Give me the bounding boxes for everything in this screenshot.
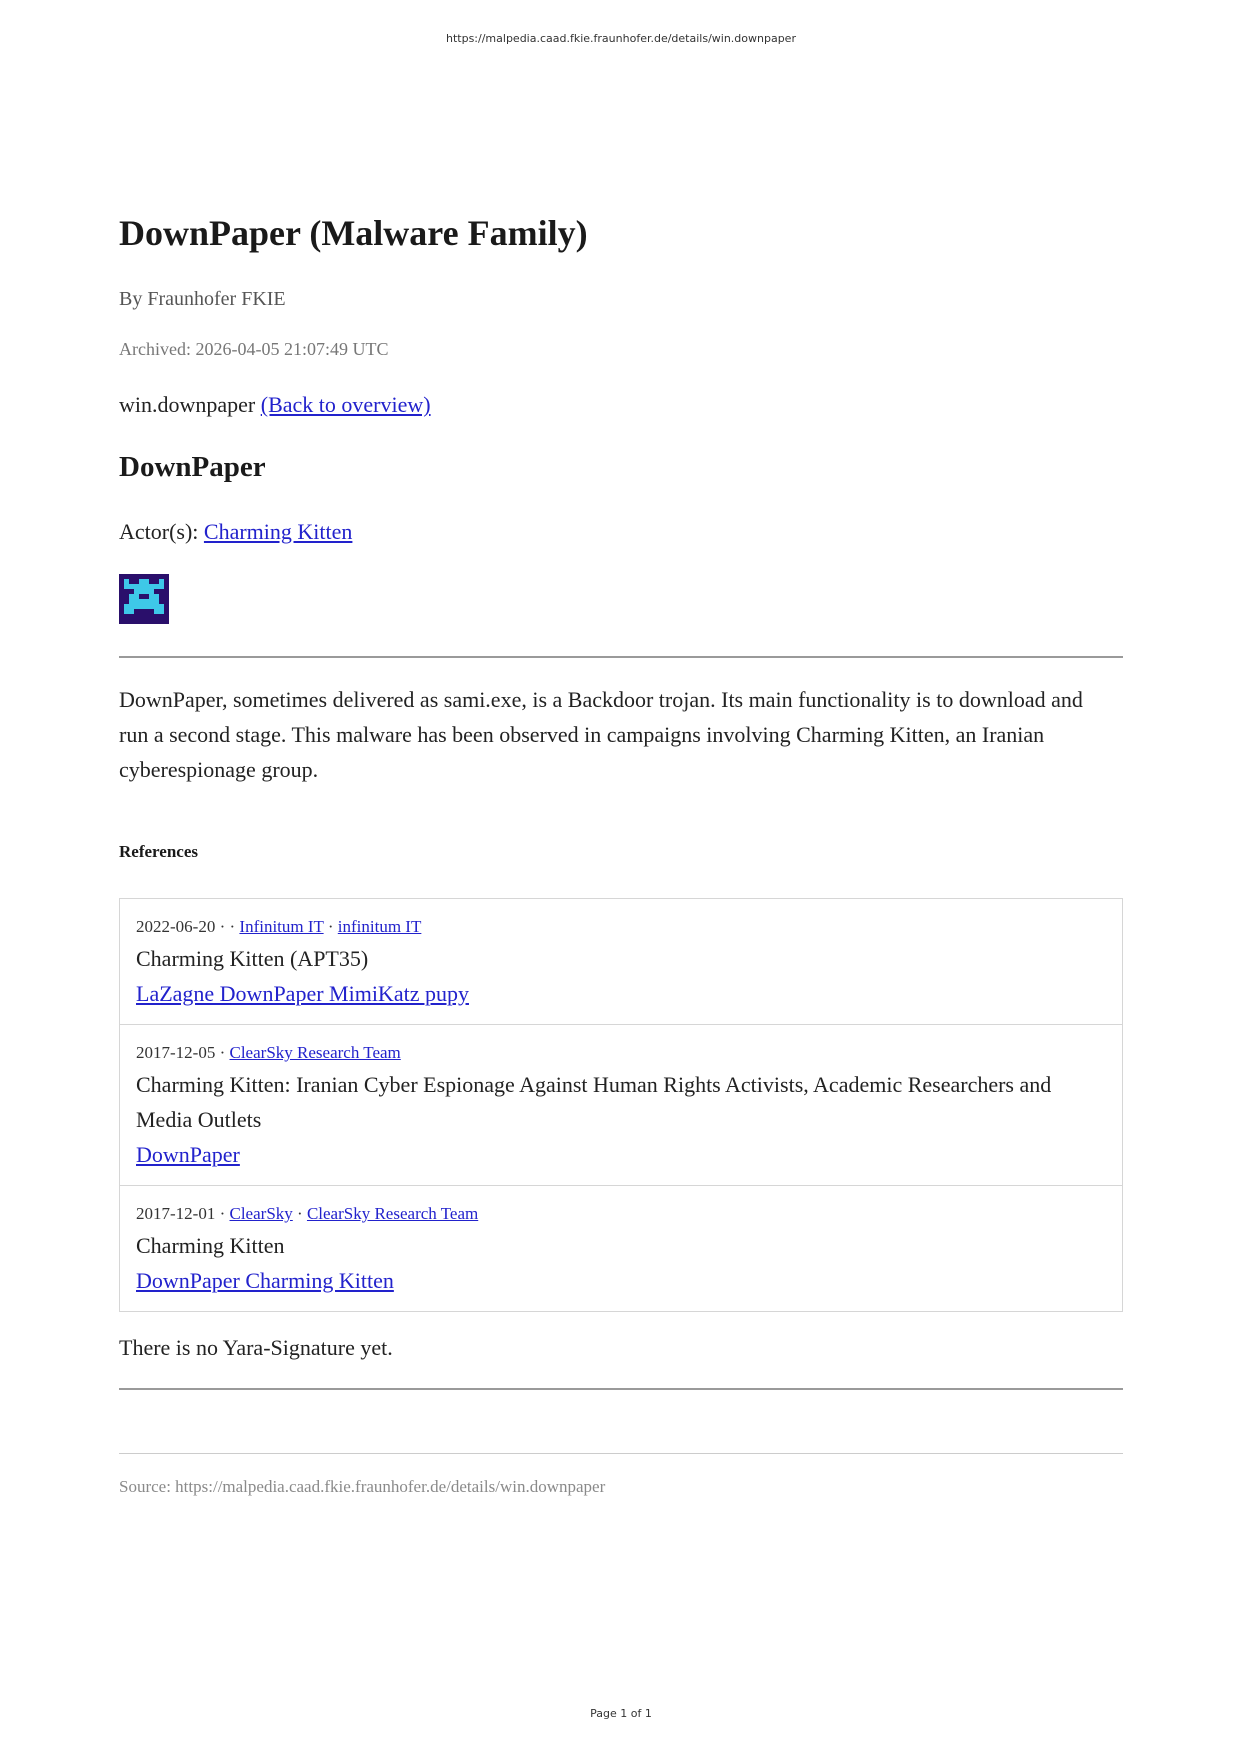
divider-source [119,1453,1123,1454]
reference-row [120,899,1122,1025]
actors-label: Actor(s): [119,519,199,544]
actors-line [119,519,352,545]
reference-row [120,1186,1122,1311]
reference-title: Charming Kitten: Iranian Cyber Espionage Against Human Rights Activists, Academic Researchers and Media Outlets [136,1072,1052,1132]
reference-source-link[interactable]: ClearSky Research Team [229,1043,401,1062]
reference-meta [136,1039,1106,1067]
reference-row [120,1025,1122,1186]
reference-title: Charming Kitten (APT35) [136,946,369,971]
divider-bottom [119,1388,1123,1390]
reference-date: 2022-06-20 [136,917,216,936]
back-to-overview-link[interactable]: (Back to overview) [260,392,431,417]
divider-top [119,656,1123,658]
reference-title: Charming Kitten [136,1233,285,1258]
archived-timestamp: Archived: 2026-04-05 21:07:49 UTC [119,339,389,359]
meta-separator: · [323,917,338,936]
reference-date: 2017-12-05 [136,1043,216,1062]
meta-separator: · [215,1204,230,1223]
reference-meta [136,913,1106,941]
reference-source-link[interactable]: Infinitum IT [239,917,324,936]
meta-separator: · [292,1204,307,1223]
meta-separator: · · [215,917,240,936]
reference-source-link[interactable]: ClearSky Research Team [306,1204,479,1223]
reference-meta [136,1200,1106,1228]
reference-tags-link[interactable]: LaZagne DownPaper MimiKatz pupy [136,981,469,1006]
reference-tags [136,976,1106,1011]
reference-source-link[interactable]: infinitum IT [337,917,422,936]
page-number: Page 1 of 1 [590,1707,652,1720]
malware-identifier: win.downpaper [119,392,256,417]
reference-tags-link[interactable]: DownPaper [136,1142,240,1167]
source-line: Source: https://malpedia.caad.fkie.fraunhofer.de/details/win.downpaper [119,1477,606,1496]
malware-description: DownPaper, sometimes delivered as sami.exe, is a Backdoor trojan. Its main functionality is to download and run a second stage. This malware has been observed in campaigns involving Charming Kitten, an Iranian cyberespionage group. [119,687,1083,782]
yara-status: There is no Yara-Signature yet. [119,1335,393,1360]
byline: By Fraunhofer FKIE [119,288,286,310]
reference-tags-link[interactable]: DownPaper Charming Kitten [136,1268,394,1293]
references-heading: References [119,842,198,861]
meta-separator: · [215,1043,230,1062]
reference-tags [136,1137,1106,1172]
actor-link-charming-kitten[interactable]: Charming Kitten [203,519,353,544]
reference-source-link[interactable]: ClearSky [229,1204,293,1223]
page-title: DownPaper (Malware Family) [119,213,588,253]
page-url-header: https://malpedia.caad.fkie.fraunhofer.de/details/win.downpaper [446,32,796,45]
pixel-invader-icon[interactable] [119,574,169,624]
family-heading: DownPaper [119,451,266,483]
identifier-line [119,392,431,418]
references-table [119,898,1123,1312]
reference-date: 2017-12-01 [136,1204,216,1223]
reference-tags [136,1263,1106,1298]
